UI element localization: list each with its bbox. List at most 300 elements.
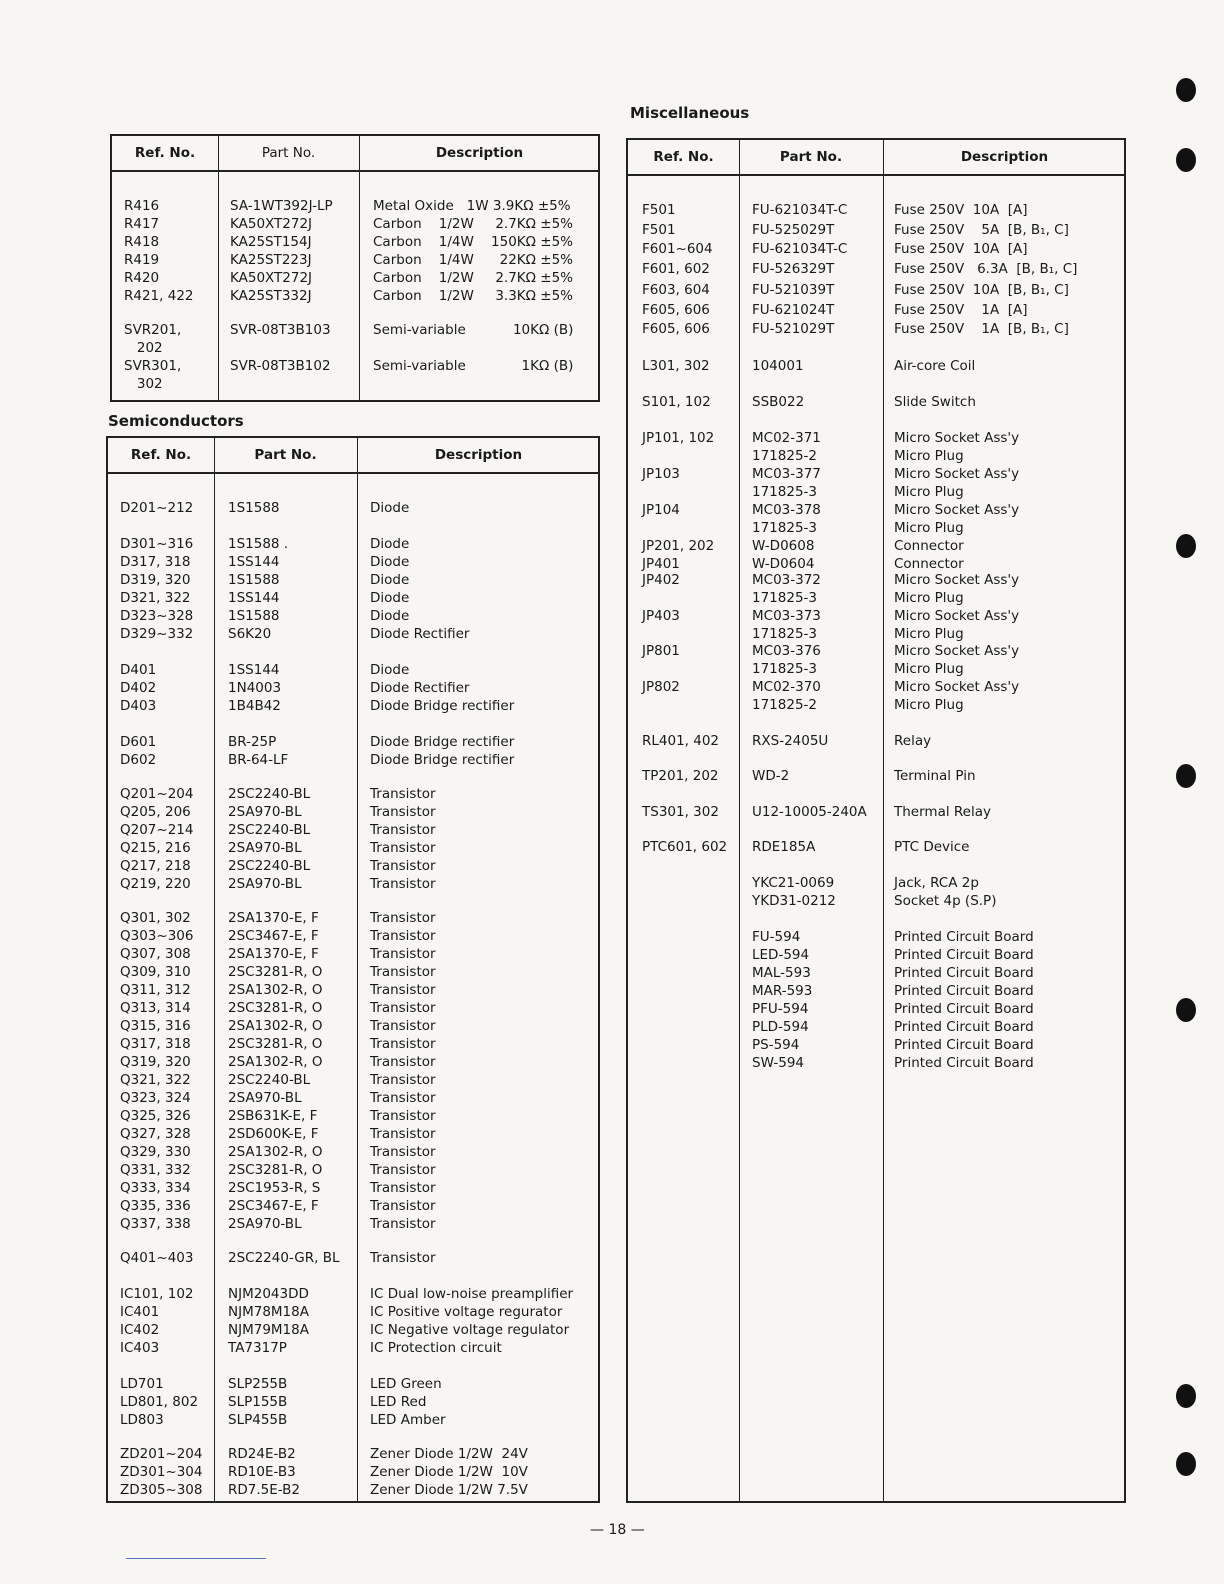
cell-part: 2SC2240-BL (228, 822, 311, 838)
cell-ref: JP201, 202 (642, 538, 715, 554)
cell-ref: Q317, 318 (120, 1036, 191, 1052)
cell-desc: Micro Socket Ass'y (894, 572, 1020, 588)
cell-ref: S101, 102 (642, 394, 711, 410)
cell-desc: Transistor (370, 946, 436, 962)
cell-part: MC03-376 (752, 643, 821, 659)
cell-ref: JP801 (642, 643, 680, 659)
cell-part: 171825-3 (752, 520, 817, 536)
cell-part: SLP155B (228, 1394, 288, 1410)
cell-desc: Fuse 250V 10A [A] (894, 202, 1028, 218)
cell-part: 171825-3 (752, 626, 817, 642)
table-row (108, 910, 598, 928)
cell-part: YKC21-0069 (752, 875, 835, 891)
cell-ref: F605, 606 (642, 321, 710, 337)
cell-part: W-D0604 (752, 556, 815, 572)
punch-hole-icon (1176, 1384, 1196, 1408)
cell-ref: F501 (642, 222, 676, 238)
cell-ref: Q219, 220 (120, 876, 191, 892)
cell-desc: Transistor (370, 964, 436, 980)
cell-ref: Q309, 310 (120, 964, 191, 980)
table-row (628, 261, 1124, 279)
cell-ref: D601 (120, 734, 157, 750)
cell-ref: IC403 (120, 1340, 160, 1356)
cell-part: SLP455B (228, 1412, 288, 1428)
cell-desc: Jack, RCA 2p (894, 875, 979, 891)
cell-desc: Diode (370, 662, 410, 678)
table-row (628, 590, 1124, 608)
cell-part: PLD-594 (752, 1019, 809, 1035)
cell-part: FU-621024T (752, 302, 835, 318)
col-header-part: Part No. (261, 145, 316, 161)
table-row (628, 983, 1124, 1001)
cell-desc: IC Negative voltage regulator (370, 1322, 570, 1338)
table-row (108, 1216, 598, 1234)
cell-part: FU-621034T-C (752, 241, 848, 257)
cell-part: 104001 (752, 358, 804, 374)
cell-ref: Q207~214 (120, 822, 194, 838)
cell-part: FU-521029T (752, 321, 835, 337)
cell-desc: Terminal Pin (894, 768, 976, 784)
cell-ref: R416 (124, 198, 160, 214)
cell-desc: Diode (370, 608, 410, 624)
cell-desc: Carbon 1/2W 3.3KΩ ±5% (373, 288, 573, 304)
cell-ref: JP103 (642, 466, 680, 482)
col-header-desc: Description (434, 447, 523, 463)
cell-desc: Transistor (370, 1000, 436, 1016)
cell-part: NJM78M18A (228, 1304, 309, 1320)
table-row (108, 1464, 598, 1482)
cell-desc: Air-core Coil (894, 358, 976, 374)
cell-desc: LED Green (370, 1376, 442, 1392)
cell-desc: Micro Plug (894, 448, 964, 464)
table-row (108, 858, 598, 876)
cell-part: BR-64-LF (228, 752, 289, 768)
cell-ref: 202 (124, 340, 163, 356)
table-row (108, 1108, 598, 1126)
cell-ref: Q303~306 (120, 928, 194, 944)
col-header-part: Part No. (779, 149, 843, 165)
cell-desc: Micro Socket Ass'y (894, 430, 1020, 446)
table-row (108, 1054, 598, 1072)
cell-desc: Transistor (370, 840, 436, 856)
cell-part: 171825-3 (752, 661, 817, 677)
cell-desc: Micro Socket Ass'y (894, 679, 1020, 695)
table-row (628, 679, 1124, 697)
scan-line (126, 1558, 266, 1559)
table-row (108, 1304, 598, 1322)
cell-desc: Diode (370, 554, 410, 570)
table-row (108, 1412, 598, 1430)
cell-desc: Diode Bridge rectifier (370, 734, 515, 750)
cell-desc: Transistor (370, 1090, 436, 1106)
cell-part: 2SC2240-GR, BL (228, 1250, 340, 1266)
cell-ref: JP403 (642, 608, 680, 624)
cell-ref: JP101, 102 (642, 430, 715, 446)
cell-desc: Fuse 250V 10A [B, B₁, C] (894, 282, 1069, 298)
cell-ref: R417 (124, 216, 160, 232)
cell-part: MC02-371 (752, 430, 821, 446)
table-row (628, 358, 1124, 376)
cell-ref: LD701 (120, 1376, 164, 1392)
cell-desc: Diode (370, 572, 410, 588)
cell-desc: Transistor (370, 1216, 436, 1232)
cell-part: TA7317P (228, 1340, 287, 1356)
cell-part: PFU-594 (752, 1001, 809, 1017)
cell-part: 1S1588 (228, 572, 280, 588)
table-row (628, 302, 1124, 320)
cell-part: SW-594 (752, 1055, 805, 1071)
cell-part: S6K20 (228, 626, 272, 642)
cell-part: SLP255B (228, 1376, 288, 1392)
cell-ref: SVR201, (124, 322, 182, 338)
cell-desc: PTC Device (894, 839, 970, 855)
table-row (628, 430, 1124, 448)
cell-desc: Micro Plug (894, 484, 964, 500)
table-row (628, 768, 1124, 786)
cell-desc: Micro Plug (894, 661, 964, 677)
cell-part: 2SC2240-BL (228, 858, 311, 874)
table-row (112, 198, 598, 216)
cell-part: 2SC2240-BL (228, 1072, 311, 1088)
cell-desc: Carbon 1/2W 2.7KΩ ±5% (373, 270, 573, 286)
cell-part: MC03-373 (752, 608, 821, 624)
cell-part: 1N4003 (228, 680, 282, 696)
cell-ref: TS301, 302 (642, 804, 719, 820)
cell-desc: Diode (370, 536, 410, 552)
cell-desc: Transistor (370, 1144, 436, 1160)
cell-desc: Transistor (370, 1072, 436, 1088)
table-row (628, 241, 1124, 259)
col-header-desc: Description (960, 149, 1049, 165)
table-row (628, 626, 1124, 644)
table-row (108, 1162, 598, 1180)
cell-part: 1S1588 (228, 608, 280, 624)
cell-ref: D321, 322 (120, 590, 191, 606)
cell-desc: Fuse 250V 5A [B, B₁, C] (894, 222, 1069, 238)
resistors-table (110, 134, 600, 402)
cell-desc: Fuse 250V 1A [B, B₁, C] (894, 321, 1069, 337)
cell-part: RD10E-B3 (228, 1464, 296, 1480)
cell-ref: F601, 602 (642, 261, 710, 277)
punch-hole-icon (1176, 998, 1196, 1022)
cell-part: KA25ST223J (230, 252, 312, 268)
cell-desc: Printed Circuit Board (894, 929, 1034, 945)
cell-part: 2SA1302-R, O (228, 1018, 323, 1034)
table-row (628, 1037, 1124, 1055)
table-row (628, 538, 1124, 556)
table-row (112, 322, 598, 340)
table-row (108, 698, 598, 716)
table-row (108, 680, 598, 698)
table-row (108, 1482, 598, 1500)
cell-desc: Carbon 1/4W 22KΩ ±5% (373, 252, 573, 268)
cell-desc: Diode Bridge rectifier (370, 752, 515, 768)
cell-part: FU-521039T (752, 282, 835, 298)
cell-ref: 302 (124, 376, 163, 392)
cell-desc: Transistor (370, 1162, 436, 1178)
table-row (628, 1019, 1124, 1037)
cell-desc: Transistor (370, 1126, 436, 1142)
cell-ref: Q217, 218 (120, 858, 191, 874)
table-row (108, 964, 598, 982)
cell-part: LED-594 (752, 947, 810, 963)
table-row (108, 1286, 598, 1304)
cell-part: 2SC3281-R, O (228, 1162, 323, 1178)
cell-part: KA50XT272J (230, 270, 313, 286)
cell-part: 2SC3281-R, O (228, 1036, 323, 1052)
cell-part: RDE185A (752, 839, 816, 855)
table-row (108, 1072, 598, 1090)
table-row (108, 876, 598, 894)
cell-ref: R421, 422 (124, 288, 194, 304)
cell-ref: JP402 (642, 572, 680, 588)
table-row (112, 234, 598, 252)
cell-ref: Q319, 320 (120, 1054, 191, 1070)
table-row (628, 643, 1124, 661)
cell-part: 1B4B42 (228, 698, 281, 714)
table-row (108, 626, 598, 644)
cell-ref: JP104 (642, 502, 680, 518)
semiconductors-title: Semiconductors (108, 412, 244, 430)
col-header-ref: Ref. No. (653, 149, 714, 165)
cell-part: FU-525029T (752, 222, 835, 238)
cell-desc: Transistor (370, 822, 436, 838)
table-row (628, 448, 1124, 466)
cell-part: U12-10005-240A (752, 804, 867, 820)
cell-ref: Q401~403 (120, 1250, 194, 1266)
cell-ref: F601~604 (642, 241, 713, 257)
cell-desc: Carbon 1/4W 150KΩ ±5% (373, 234, 573, 250)
cell-part: 2SC1953-R, S (228, 1180, 321, 1196)
table-row (108, 1180, 598, 1198)
table-row (108, 734, 598, 752)
table-row (108, 840, 598, 858)
cell-ref: Q201~204 (120, 786, 194, 802)
table-row (108, 1000, 598, 1018)
cell-desc: IC Positive voltage regurator (370, 1304, 563, 1320)
cell-part: WD-2 (752, 768, 790, 784)
cell-part: RD7.5E-B2 (228, 1482, 301, 1498)
table-row (112, 376, 598, 394)
cell-ref: Q313, 314 (120, 1000, 191, 1016)
cell-part: 1S1588 (228, 500, 280, 516)
table-row (628, 484, 1124, 502)
table-row (628, 929, 1124, 947)
cell-desc: Transistor (370, 1250, 436, 1266)
table-row (108, 822, 598, 840)
cell-part: FU-594 (752, 929, 801, 945)
table-row (112, 270, 598, 288)
table-row (112, 340, 598, 358)
cell-desc: Printed Circuit Board (894, 947, 1034, 963)
cell-ref: Q321, 322 (120, 1072, 191, 1088)
cell-desc: LED Red (370, 1394, 427, 1410)
cell-ref: RL401, 402 (642, 733, 720, 749)
cell-desc: IC Dual low-noise preamplifier (370, 1286, 574, 1302)
cell-ref: LD803 (120, 1412, 164, 1428)
table-row (628, 608, 1124, 626)
cell-desc: Transistor (370, 928, 436, 944)
cell-part: MC03-372 (752, 572, 821, 588)
cell-ref: D602 (120, 752, 157, 768)
cell-desc: Transistor (370, 1180, 436, 1196)
punch-hole-icon (1176, 534, 1196, 558)
table-row (628, 321, 1124, 339)
cell-desc: Micro Plug (894, 697, 964, 713)
cell-desc: Relay (894, 733, 932, 749)
table-row (628, 1055, 1124, 1073)
table-row (112, 252, 598, 270)
table-row (628, 1001, 1124, 1019)
cell-ref: IC401 (120, 1304, 160, 1320)
cell-part: 2SD600K-E, F (228, 1126, 319, 1142)
cell-desc: Micro Plug (894, 520, 964, 536)
table-row (108, 1250, 598, 1268)
cell-part: KA25ST154J (230, 234, 312, 250)
cell-desc: Micro Socket Ass'y (894, 643, 1020, 659)
cell-ref: D317, 318 (120, 554, 191, 570)
page-number: — 18 — (590, 1522, 645, 1538)
cell-desc: Transistor (370, 1198, 436, 1214)
punch-hole-icon (1176, 1452, 1196, 1476)
table-row (108, 804, 598, 822)
cell-part: NJM2043DD (228, 1286, 309, 1302)
cell-ref: Q323, 324 (120, 1090, 191, 1106)
table-row (108, 536, 598, 554)
cell-ref: D401 (120, 662, 157, 678)
table-row (108, 1394, 598, 1412)
cell-desc: Zener Diode 1/2W 10V (370, 1464, 528, 1480)
cell-ref: R419 (124, 252, 160, 268)
table-row (108, 1376, 598, 1394)
table-row (628, 893, 1124, 911)
table-row (108, 1144, 598, 1162)
table-row (628, 733, 1124, 751)
cell-part: 1SS144 (228, 554, 280, 570)
cell-part: 2SA1370-E, F (228, 946, 319, 962)
cell-desc: Transistor (370, 1036, 436, 1052)
cell-desc: Transistor (370, 786, 436, 802)
col-header-ref: Ref. No. (130, 447, 192, 463)
cell-part: 171825-2 (752, 448, 817, 464)
table-row (108, 1036, 598, 1054)
cell-part: SVR-08T3B103 (230, 322, 331, 338)
cell-ref: D301~316 (120, 536, 194, 552)
cell-ref: F501 (642, 202, 676, 218)
cell-part: RD24E-B2 (228, 1446, 296, 1462)
cell-ref: Q325, 326 (120, 1108, 191, 1124)
cell-desc: Printed Circuit Board (894, 965, 1034, 981)
table-row (108, 982, 598, 1000)
cell-part: 171825-3 (752, 484, 817, 500)
cell-part: NJM79M18A (228, 1322, 309, 1338)
cell-desc: Micro Socket Ass'y (894, 502, 1020, 518)
cell-part: MAL-593 (752, 965, 811, 981)
cell-part: SA-1WT392J-LP (230, 198, 333, 214)
cell-desc: Diode Bridge rectifier (370, 698, 515, 714)
cell-part: 2SA970-BL (228, 1216, 302, 1232)
cell-part: 2SB631K-E, F (228, 1108, 318, 1124)
cell-desc: Zener Diode 1/2W 24V (370, 1446, 528, 1462)
cell-desc: Carbon 1/2W 2.7KΩ ±5% (373, 216, 573, 232)
cell-desc: Transistor (370, 982, 436, 998)
cell-part: KA50XT272J (230, 216, 313, 232)
misc-table (626, 138, 1126, 1503)
cell-part: 1S1588 . (228, 536, 289, 552)
semiconductors-table (106, 436, 600, 1503)
cell-part: 2SC3281-R, O (228, 1000, 323, 1016)
cell-desc: Printed Circuit Board (894, 1001, 1034, 1017)
cell-ref: Q215, 216 (120, 840, 191, 856)
table-row (628, 965, 1124, 983)
cell-part: 2SA1302-R, O (228, 982, 323, 998)
table-row (628, 572, 1124, 590)
cell-ref: Q335, 336 (120, 1198, 191, 1214)
cell-ref: F603, 604 (642, 282, 710, 298)
cell-part: 2SA970-BL (228, 876, 302, 892)
cell-part: MC03-378 (752, 502, 821, 518)
table-row (628, 661, 1124, 679)
cell-part: BR-25P (228, 734, 277, 750)
table-row (108, 1126, 598, 1144)
cell-ref: JP802 (642, 679, 680, 695)
cell-part: FU-526329T (752, 261, 835, 277)
cell-ref: D319, 320 (120, 572, 191, 588)
table-row (108, 500, 598, 518)
cell-part: 2SC2240-BL (228, 786, 311, 802)
col-header-ref: Ref. No. (134, 145, 196, 161)
punch-hole-icon (1176, 764, 1196, 788)
table-row (628, 520, 1124, 538)
cell-ref: Q331, 332 (120, 1162, 191, 1178)
table-row (628, 947, 1124, 965)
cell-part: RXS-2405U (752, 733, 829, 749)
cell-desc: Connector (894, 538, 964, 554)
cell-part: 1SS144 (228, 662, 280, 678)
table-row (628, 466, 1124, 484)
misc-title: Miscellaneous (630, 104, 750, 122)
cell-part: SSB022 (752, 394, 805, 410)
cell-desc: Printed Circuit Board (894, 1037, 1034, 1053)
table-row (628, 804, 1124, 822)
cell-desc: Transistor (370, 1108, 436, 1124)
cell-part: 2SC3467-E, F (228, 1198, 319, 1214)
cell-desc: Transistor (370, 1054, 436, 1070)
cell-desc: Diode Rectifier (370, 680, 470, 696)
cell-ref: ZD305~308 (120, 1482, 203, 1498)
cell-ref: JP401 (642, 556, 680, 572)
cell-ref: Q315, 316 (120, 1018, 191, 1034)
table-row (628, 394, 1124, 412)
cell-desc: Printed Circuit Board (894, 1055, 1034, 1071)
cell-ref: Q301, 302 (120, 910, 191, 926)
cell-part: 2SC3281-R, O (228, 964, 323, 980)
cell-desc: Transistor (370, 858, 436, 874)
cell-desc: Zener Diode 1/2W 7.5V (370, 1482, 528, 1498)
cell-desc: Transistor (370, 1018, 436, 1034)
cell-desc: Transistor (370, 910, 436, 926)
cell-part: 1SS144 (228, 590, 280, 606)
table-row (112, 216, 598, 234)
cell-desc: IC Protection circuit (370, 1340, 502, 1356)
cell-part: 2SA1302-R, O (228, 1144, 323, 1160)
cell-ref: ZD201~204 (120, 1446, 203, 1462)
col-header-part: Part No. (254, 447, 317, 463)
table-row (112, 288, 598, 306)
table-row (108, 608, 598, 626)
cell-desc: Micro Socket Ass'y (894, 608, 1020, 624)
cell-part: SVR-08T3B102 (230, 358, 331, 374)
